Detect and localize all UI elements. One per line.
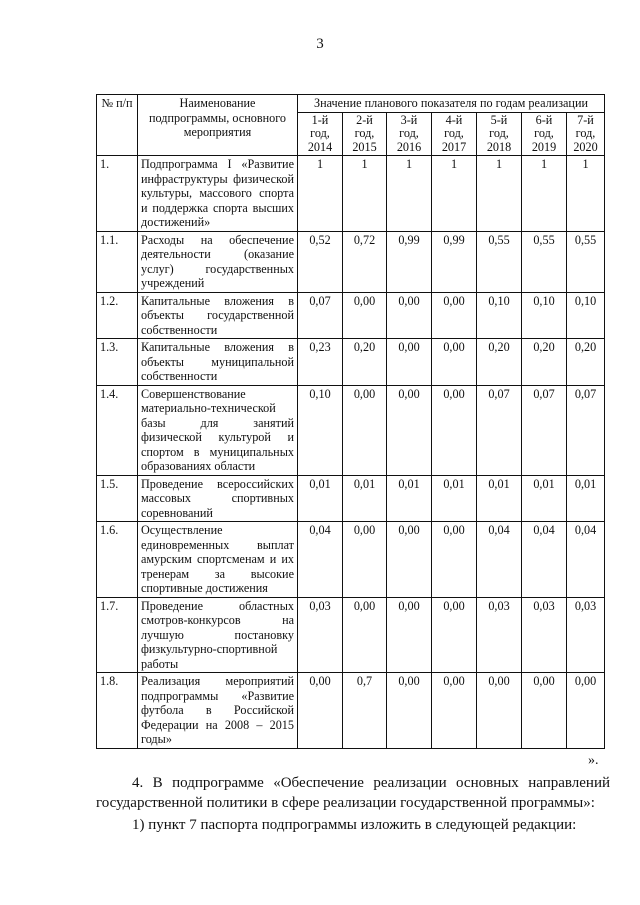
row-value: 0,55 [477, 231, 522, 292]
row-number: 1.3. [97, 339, 138, 386]
row-value: 0,00 [343, 597, 387, 673]
header-year-line: год, [444, 126, 464, 140]
row-value: 1 [477, 156, 522, 232]
header-year-line: 6-й [535, 112, 553, 127]
row-number: 1. [97, 156, 138, 232]
row-value: 0,00 [432, 385, 477, 475]
header-num: № п/п [97, 95, 138, 156]
closing-quote-mark: ». [588, 753, 599, 768]
header-year-line: 1-й [311, 112, 329, 127]
row-name: Подпрограмма I «Развитие инфраструктуры физической культуры, массового спорта и поддержка спорта высших достижений» [138, 156, 298, 232]
plan-indicator-table [96, 94, 605, 749]
header-year-7 [567, 112, 605, 156]
header-year-4 [432, 112, 477, 156]
row-value: 0,00 [343, 292, 387, 339]
header-year-line: год, [354, 126, 375, 140]
header-year-line: 2017 [441, 139, 467, 154]
header-name: Наименование подпрограммы, основного мероприятия [138, 95, 298, 156]
header-year-line: 2016 [396, 139, 422, 154]
row-value: 0,01 [343, 475, 387, 522]
header-year-5 [477, 112, 522, 156]
header-year-3 [387, 112, 432, 156]
table-row [97, 339, 605, 386]
row-value: 0,00 [343, 522, 387, 598]
row-value: 0,04 [567, 522, 605, 598]
row-value: 0,99 [432, 231, 477, 292]
row-value: 0,03 [298, 597, 343, 673]
row-value: 0,20 [477, 339, 522, 386]
table-row [97, 385, 605, 475]
row-value: 0,03 [477, 597, 522, 673]
row-value: 0,10 [298, 385, 343, 475]
row-value: 0,20 [343, 339, 387, 386]
row-name: Совершенствование материально-технической базы для занятий физической культурой и спортом в муниципальных образованиях области [138, 385, 298, 475]
header-year-line: год, [399, 126, 419, 140]
row-number: 1.2. [97, 292, 138, 339]
header-year-6 [522, 112, 567, 156]
row-value: 0,07 [477, 385, 522, 475]
row-name: Осуществление единовременных выплат амурским спортсменам и их тренерам за высокие спортивные достижения [138, 522, 298, 598]
row-value: 0,00 [387, 522, 432, 598]
row-number: 1.8. [97, 673, 138, 749]
row-value: 0,00 [387, 673, 432, 749]
row-value: 1 [432, 156, 477, 232]
row-value: 0,01 [298, 475, 343, 522]
row-value: 0,01 [387, 475, 432, 522]
row-value: 1 [387, 156, 432, 232]
table-header-row [97, 95, 605, 113]
row-value: 0,04 [477, 522, 522, 598]
row-value: 0,00 [432, 292, 477, 339]
table-row [97, 673, 605, 749]
table-body [97, 156, 605, 749]
row-value: 0,99 [387, 231, 432, 292]
header-year-line: 2015 [352, 139, 377, 154]
table-row [97, 156, 605, 232]
header-year-line: 2020 [573, 139, 598, 154]
row-value: 0,7 [343, 673, 387, 749]
row-number: 1.1. [97, 231, 138, 292]
row-value: 0,23 [298, 339, 343, 386]
row-value: 0,10 [567, 292, 605, 339]
table-row [97, 231, 605, 292]
header-year-line: 2014 [307, 139, 333, 154]
row-name: Капитальные вложения в объекты государственной собственности [138, 292, 298, 339]
row-name: Проведение всероссийских массовых спортивных соревнований [138, 475, 298, 522]
row-number: 1.7. [97, 597, 138, 673]
row-value: 0,00 [477, 673, 522, 749]
row-value: 0,20 [522, 339, 567, 386]
table-row [97, 292, 605, 339]
header-year-line: 5-й [490, 112, 508, 127]
header-year-line: 2-й [356, 112, 373, 127]
table-row [97, 522, 605, 598]
row-value: 0,04 [298, 522, 343, 598]
row-name: Реализация мероприятий подпрограммы «Развитие футбола в Российской Федерации на 2008 – 2015 годы» [138, 673, 298, 749]
header-year-line: 7-й [577, 112, 594, 127]
row-value: 0,01 [522, 475, 567, 522]
row-value: 0,00 [567, 673, 605, 749]
row-value: 0,20 [567, 339, 605, 386]
header-year-1 [298, 112, 343, 156]
header-year-line: 4-й [445, 112, 463, 127]
row-value: 0,00 [432, 339, 477, 386]
table-row [97, 597, 605, 673]
row-value: 0,52 [298, 231, 343, 292]
row-value: 0,01 [432, 475, 477, 522]
header-year-line: 3-й [400, 112, 418, 127]
row-value: 0,00 [343, 385, 387, 475]
row-value: 0,00 [522, 673, 567, 749]
row-value: 0,03 [522, 597, 567, 673]
table-row [97, 475, 605, 522]
row-value: 0,00 [298, 673, 343, 749]
header-year-line: год, [489, 126, 509, 140]
row-name: Расходы на обеспечение деятельности (оказание услуг) государственных учреждений [138, 231, 298, 292]
row-value: 0,01 [567, 475, 605, 522]
row-value: 1 [567, 156, 605, 232]
row-value: 0,10 [522, 292, 567, 339]
row-value: 0,00 [432, 597, 477, 673]
row-value: 0,07 [522, 385, 567, 475]
row-value: 0,72 [343, 231, 387, 292]
row-number: 1.5. [97, 475, 138, 522]
row-value: 0,00 [432, 522, 477, 598]
row-value: 0,07 [298, 292, 343, 339]
header-year-line: 2019 [531, 139, 557, 154]
header-year-line: год, [310, 126, 330, 140]
row-value: 0,00 [432, 673, 477, 749]
header-values-group: Значение планового показателя по годам реализации [298, 95, 605, 113]
header-year-line: год, [575, 126, 596, 140]
row-name: Капитальные вложения в объекты муниципальной собственности [138, 339, 298, 386]
row-value: 0,00 [387, 385, 432, 475]
row-name: Проведение областных смотров-конкурсов на лучшую постановку физкультурно-спортивной работы [138, 597, 298, 673]
row-value: 0,01 [477, 475, 522, 522]
row-value: 0,03 [567, 597, 605, 673]
row-value: 1 [522, 156, 567, 232]
row-value: 0,07 [567, 385, 605, 475]
row-value: 0,04 [522, 522, 567, 598]
row-value: 0,55 [522, 231, 567, 292]
header-year-2 [343, 112, 387, 156]
paragraph-subitem-1: 1) пункт 7 паспорта подпрограммы изложить в следующей редакции: [132, 817, 577, 833]
page-number: 3 [316, 36, 324, 52]
row-number: 1.6. [97, 522, 138, 598]
row-value: 0,00 [387, 292, 432, 339]
row-value: 1 [298, 156, 343, 232]
row-number: 1.4. [97, 385, 138, 475]
row-value: 0,55 [567, 231, 605, 292]
row-value: 0,00 [387, 597, 432, 673]
row-value: 1 [343, 156, 387, 232]
paragraph-item-4: 4. В подпрограмме «Обеспечение реализации основных направлений государственной политики в сфере реализации государственной программы»: [96, 775, 610, 811]
row-value: 0,10 [477, 292, 522, 339]
header-year-line: 2018 [486, 139, 512, 154]
row-value: 0,00 [387, 339, 432, 386]
header-year-line: год, [534, 126, 554, 140]
